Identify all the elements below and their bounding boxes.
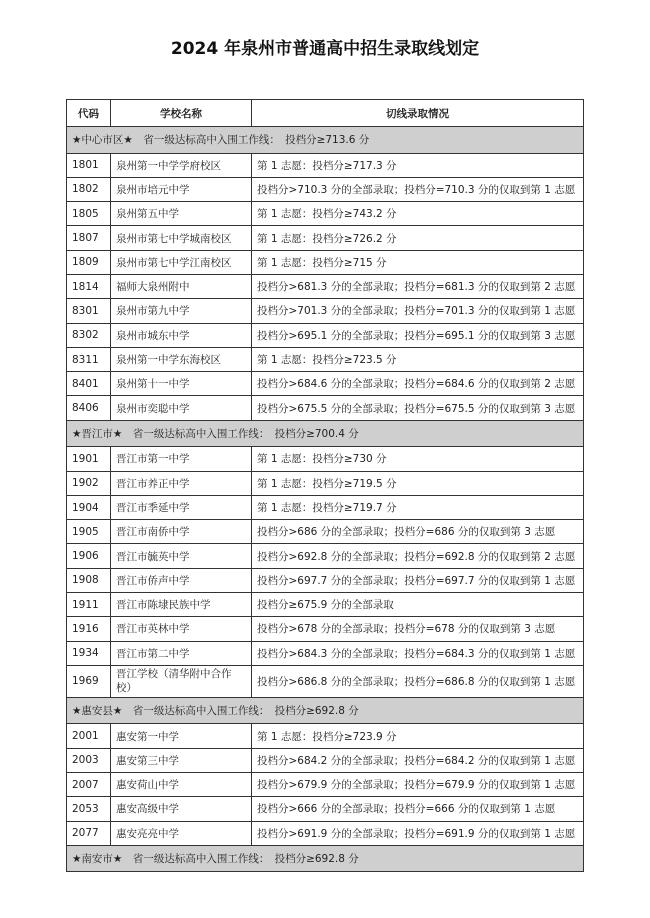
code-cell: 1969 — [67, 665, 111, 697]
code-cell: 8302 — [67, 323, 111, 347]
table-body — [67, 127, 584, 872]
table-row — [67, 821, 584, 845]
code-cell: 1814 — [67, 274, 111, 298]
school-cell: 泉州市第七中学江南校区 — [111, 250, 252, 274]
status-cell: 投档分>710.3 分的全部录取；投档分=710.3 分的仅取到第 1 志愿 — [252, 177, 584, 201]
status-cell: 第 1 志愿：投档分≥715 分 — [252, 250, 584, 274]
table-row — [67, 299, 584, 323]
table-row — [67, 495, 584, 519]
status-cell: 第 1 志愿：投档分≥719.5 分 — [252, 471, 584, 495]
code-cell: 1801 — [67, 153, 111, 177]
section-label: ★南安市★ 省一级达标高中入围工作线： 投档分≥692.8 分 — [67, 845, 584, 872]
table-row — [67, 153, 584, 177]
table-row — [67, 323, 584, 347]
school-cell: 晋江市第二中学 — [111, 641, 252, 665]
admission-table — [66, 99, 584, 872]
code-cell: 1916 — [67, 617, 111, 641]
code-cell: 2007 — [67, 773, 111, 797]
code-cell: 8311 — [67, 347, 111, 371]
school-cell: 泉州市第九中学 — [111, 299, 252, 323]
table-row — [67, 568, 584, 592]
table-row — [67, 544, 584, 568]
section-label: ★惠安县★ 省一级达标高中入围工作线： 投档分≥692.8 分 — [67, 697, 584, 724]
school-cell: 惠安荷山中学 — [111, 773, 252, 797]
page-title: 2024 年泉州市普通高中招生录取线划定 — [170, 39, 480, 59]
code-cell: 2053 — [67, 797, 111, 821]
school-cell: 泉州第一中学学府校区 — [111, 153, 252, 177]
header-status: 切线录取情况 — [252, 100, 584, 127]
section-row — [67, 420, 584, 447]
table-row — [67, 773, 584, 797]
code-cell: 2001 — [67, 724, 111, 748]
status-cell: 投档分≥675.9 分的全部录取 — [252, 593, 584, 617]
school-cell: 惠安第一中学 — [111, 724, 252, 748]
status-cell: 第 1 志愿：投档分≥726.2 分 — [252, 226, 584, 250]
section-row — [67, 845, 584, 872]
status-cell: 投档分>692.8 分的全部录取；投档分=692.8 分的仅取到第 2 志愿 — [252, 544, 584, 568]
code-cell: 1906 — [67, 544, 111, 568]
school-cell: 惠安亮亮中学 — [111, 821, 252, 845]
code-cell: 1809 — [67, 250, 111, 274]
school-cell: 晋江市季延中学 — [111, 495, 252, 519]
code-cell: 1807 — [67, 226, 111, 250]
table-row — [67, 520, 584, 544]
school-cell: 泉州第五中学 — [111, 202, 252, 226]
school-cell: 泉州市培元中学 — [111, 177, 252, 201]
code-cell: 8301 — [67, 299, 111, 323]
status-cell: 投档分>679.9 分的全部录取；投档分=679.9 分的仅取到第 1 志愿 — [252, 773, 584, 797]
header-school: 学校名称 — [111, 100, 252, 127]
code-cell: 2077 — [67, 821, 111, 845]
code-cell: 1911 — [67, 593, 111, 617]
table-row — [67, 447, 584, 471]
status-cell: 投档分>684.6 分的全部录取；投档分=684.6 分的仅取到第 2 志愿 — [252, 372, 584, 396]
code-cell: 1902 — [67, 471, 111, 495]
section-label: ★中心市区★ 省一级达标高中入围工作线： 投档分≥713.6 分 — [67, 127, 584, 154]
code-cell: 8401 — [67, 372, 111, 396]
code-cell: 1802 — [67, 177, 111, 201]
school-cell: 泉州第一中学东海校区 — [111, 347, 252, 371]
school-cell: 晋江市毓英中学 — [111, 544, 252, 568]
table-row — [67, 202, 584, 226]
status-cell: 投档分>666 分的全部录取；投档分=666 分的仅取到第 1 志愿 — [252, 797, 584, 821]
school-cell: 晋江学校（清华附中合作校） — [111, 665, 252, 697]
table-row — [67, 372, 584, 396]
table-row — [67, 617, 584, 641]
school-cell: 晋江市养正中学 — [111, 471, 252, 495]
code-cell: 2003 — [67, 748, 111, 772]
code-cell: 1805 — [67, 202, 111, 226]
table-row — [67, 396, 584, 420]
status-cell: 投档分>678 分的全部录取；投档分=678 分的仅取到第 3 志愿 — [252, 617, 584, 641]
table-row — [67, 593, 584, 617]
status-cell: 投档分>695.1 分的全部录取；投档分=695.1 分的仅取到第 3 志愿 — [252, 323, 584, 347]
status-cell: 投档分>691.9 分的全部录取；投档分=691.9 分的仅取到第 1 志愿 — [252, 821, 584, 845]
school-cell: 福师大泉州附中 — [111, 274, 252, 298]
header-code: 代码 — [67, 100, 111, 127]
school-cell: 泉州市城东中学 — [111, 323, 252, 347]
table-header-row — [67, 100, 584, 127]
code-cell: 1901 — [67, 447, 111, 471]
section-row — [67, 127, 584, 154]
code-cell: 8406 — [67, 396, 111, 420]
status-cell: 第 1 志愿：投档分≥743.2 分 — [252, 202, 584, 226]
status-cell: 投档分>686.8 分的全部录取；投档分=686.8 分的仅取到第 1 志愿 — [252, 665, 584, 697]
school-cell: 惠安第三中学 — [111, 748, 252, 772]
status-cell: 投档分>684.2 分的全部录取；投档分=684.2 分的仅取到第 1 志愿 — [252, 748, 584, 772]
table-row — [67, 347, 584, 371]
code-cell: 1904 — [67, 495, 111, 519]
status-cell: 投档分>681.3 分的全部录取；投档分=681.3 分的仅取到第 2 志愿 — [252, 274, 584, 298]
status-cell: 第 1 志愿：投档分≥723.9 分 — [252, 724, 584, 748]
table-row — [67, 724, 584, 748]
table-row — [67, 226, 584, 250]
status-cell: 投档分>684.3 分的全部录取；投档分=684.3 分的仅取到第 1 志愿 — [252, 641, 584, 665]
table-row — [67, 665, 584, 697]
table-row — [67, 797, 584, 821]
status-cell: 投档分>686 分的全部录取；投档分=686 分的仅取到第 3 志愿 — [252, 520, 584, 544]
code-cell: 1934 — [67, 641, 111, 665]
code-cell: 1905 — [67, 520, 111, 544]
school-cell: 晋江市侨声中学 — [111, 568, 252, 592]
school-cell: 晋江市陈埭民族中学 — [111, 593, 252, 617]
school-cell: 晋江市英林中学 — [111, 617, 252, 641]
table-row — [67, 471, 584, 495]
table-row — [67, 250, 584, 274]
section-row — [67, 697, 584, 724]
table-row — [67, 748, 584, 772]
school-cell: 泉州第十一中学 — [111, 372, 252, 396]
status-cell: 第 1 志愿：投档分≥719.7 分 — [252, 495, 584, 519]
status-cell: 第 1 志愿：投档分≥723.5 分 — [252, 347, 584, 371]
table-row — [67, 177, 584, 201]
status-cell: 投档分>675.5 分的全部录取；投档分=675.5 分的仅取到第 3 志愿 — [252, 396, 584, 420]
table-row — [67, 274, 584, 298]
school-cell: 晋江市第一中学 — [111, 447, 252, 471]
school-cell: 泉州市第七中学城南校区 — [111, 226, 252, 250]
school-cell: 惠安高级中学 — [111, 797, 252, 821]
school-cell: 晋江市南侨中学 — [111, 520, 252, 544]
section-label: ★晋江市★ 省一级达标高中入围工作线： 投档分≥700.4 分 — [67, 420, 584, 447]
status-cell: 第 1 志愿：投档分≥730 分 — [252, 447, 584, 471]
status-cell: 投档分>697.7 分的全部录取；投档分=697.7 分的仅取到第 1 志愿 — [252, 568, 584, 592]
status-cell: 投档分>701.3 分的全部录取；投档分=701.3 分的仅取到第 1 志愿 — [252, 299, 584, 323]
code-cell: 1908 — [67, 568, 111, 592]
status-cell: 第 1 志愿：投档分≥717.3 分 — [252, 153, 584, 177]
table-row — [67, 641, 584, 665]
school-cell: 泉州市奕聪中学 — [111, 396, 252, 420]
